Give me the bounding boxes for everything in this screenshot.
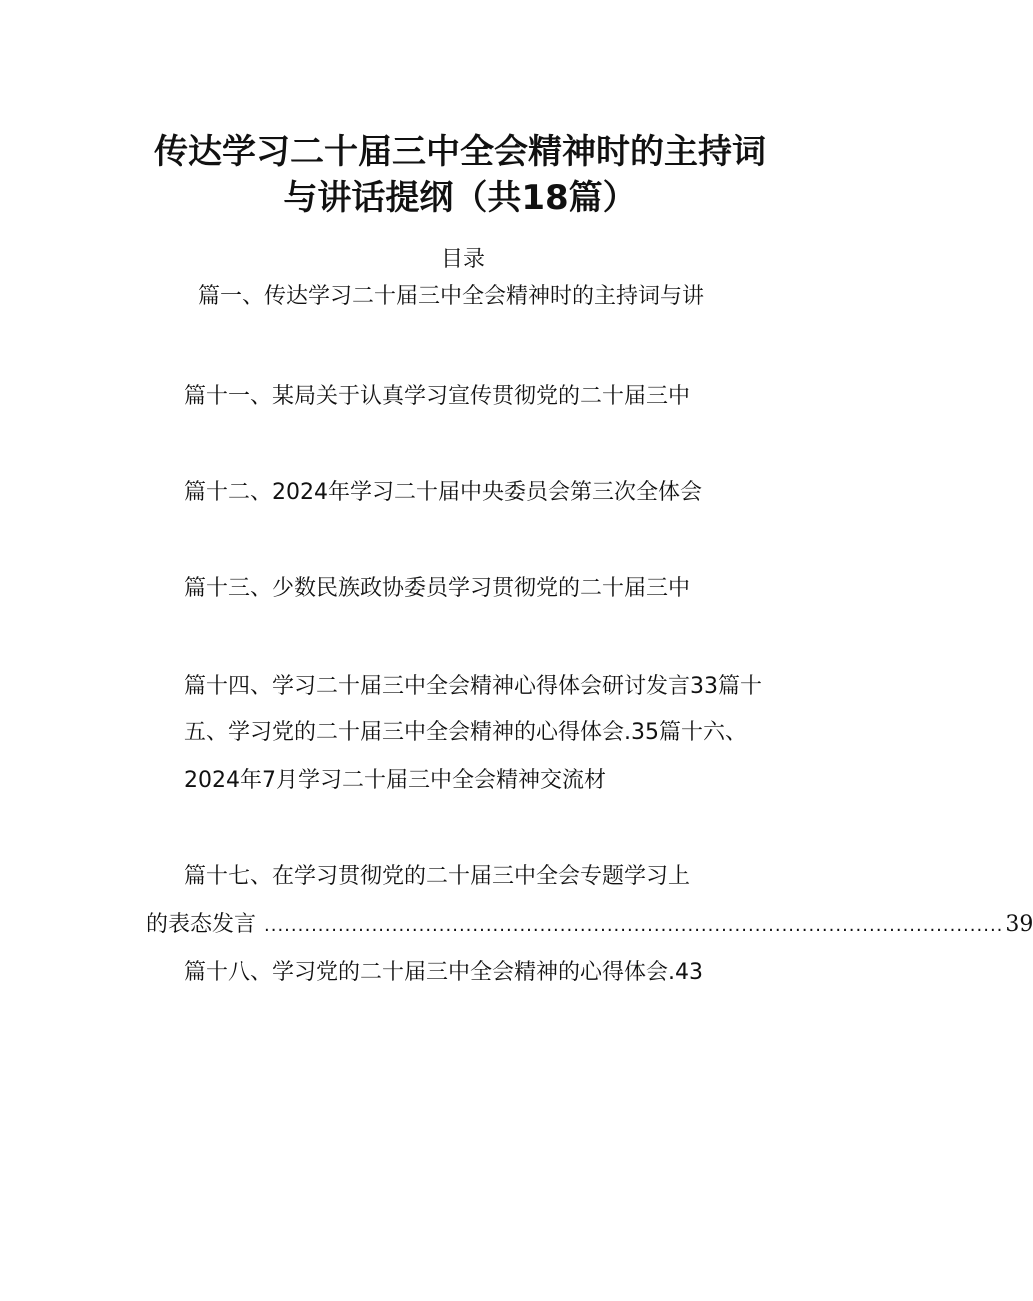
toc-entry-12[interactable]: 篇十二、2024年学习二十届中央委员会第三次全体会 bbox=[184, 480, 702, 505]
toc-entry-14-line-2[interactable]: 五、学习党的二十届三中全会精神的心得体会.35篇十六、 bbox=[184, 720, 747, 745]
document-title-line-2: 与讲话提纲（共18篇） bbox=[283, 178, 637, 218]
toc-entry-13[interactable]: 篇十三、少数民族政协委员学习贯彻党的二十届三中 bbox=[184, 576, 691, 601]
toc-heading: 目录 bbox=[440, 247, 485, 272]
document-title-line-1: 传达学习二十届三中全会精神时的主持词 bbox=[154, 132, 766, 172]
toc-entry-18[interactable]: 篇十八、学习党的二十届三中全会精神的心得体会.43 bbox=[184, 960, 703, 985]
toc-entry-14-line-3[interactable]: 2024年7月学习二十届三中全会精神交流材 bbox=[184, 768, 606, 793]
toc-entry-14-line-1[interactable]: 篇十四、学习二十届三中全会精神心得体会研讨发言33篇十 bbox=[184, 674, 762, 699]
toc-entry-17-text: 的表态发言 bbox=[146, 912, 257, 937]
toc-leader-dots: .............................................................................................................. bbox=[264, 915, 1004, 936]
toc-entry-11[interactable]: 篇十一、某局关于认真学习宣传贯彻党的二十届三中 bbox=[184, 384, 691, 409]
toc-entry-17-line-2[interactable] bbox=[146, 910, 1033, 941]
toc-entry-1[interactable]: 篇一、传达学习二十届三中全会精神时的主持词与讲 bbox=[198, 284, 705, 309]
toc-page-number: 39 bbox=[1005, 912, 1033, 937]
toc-entry-17-line-1[interactable]: 篇十七、在学习贯彻党的二十届三中全会专题学习上 bbox=[184, 864, 691, 889]
